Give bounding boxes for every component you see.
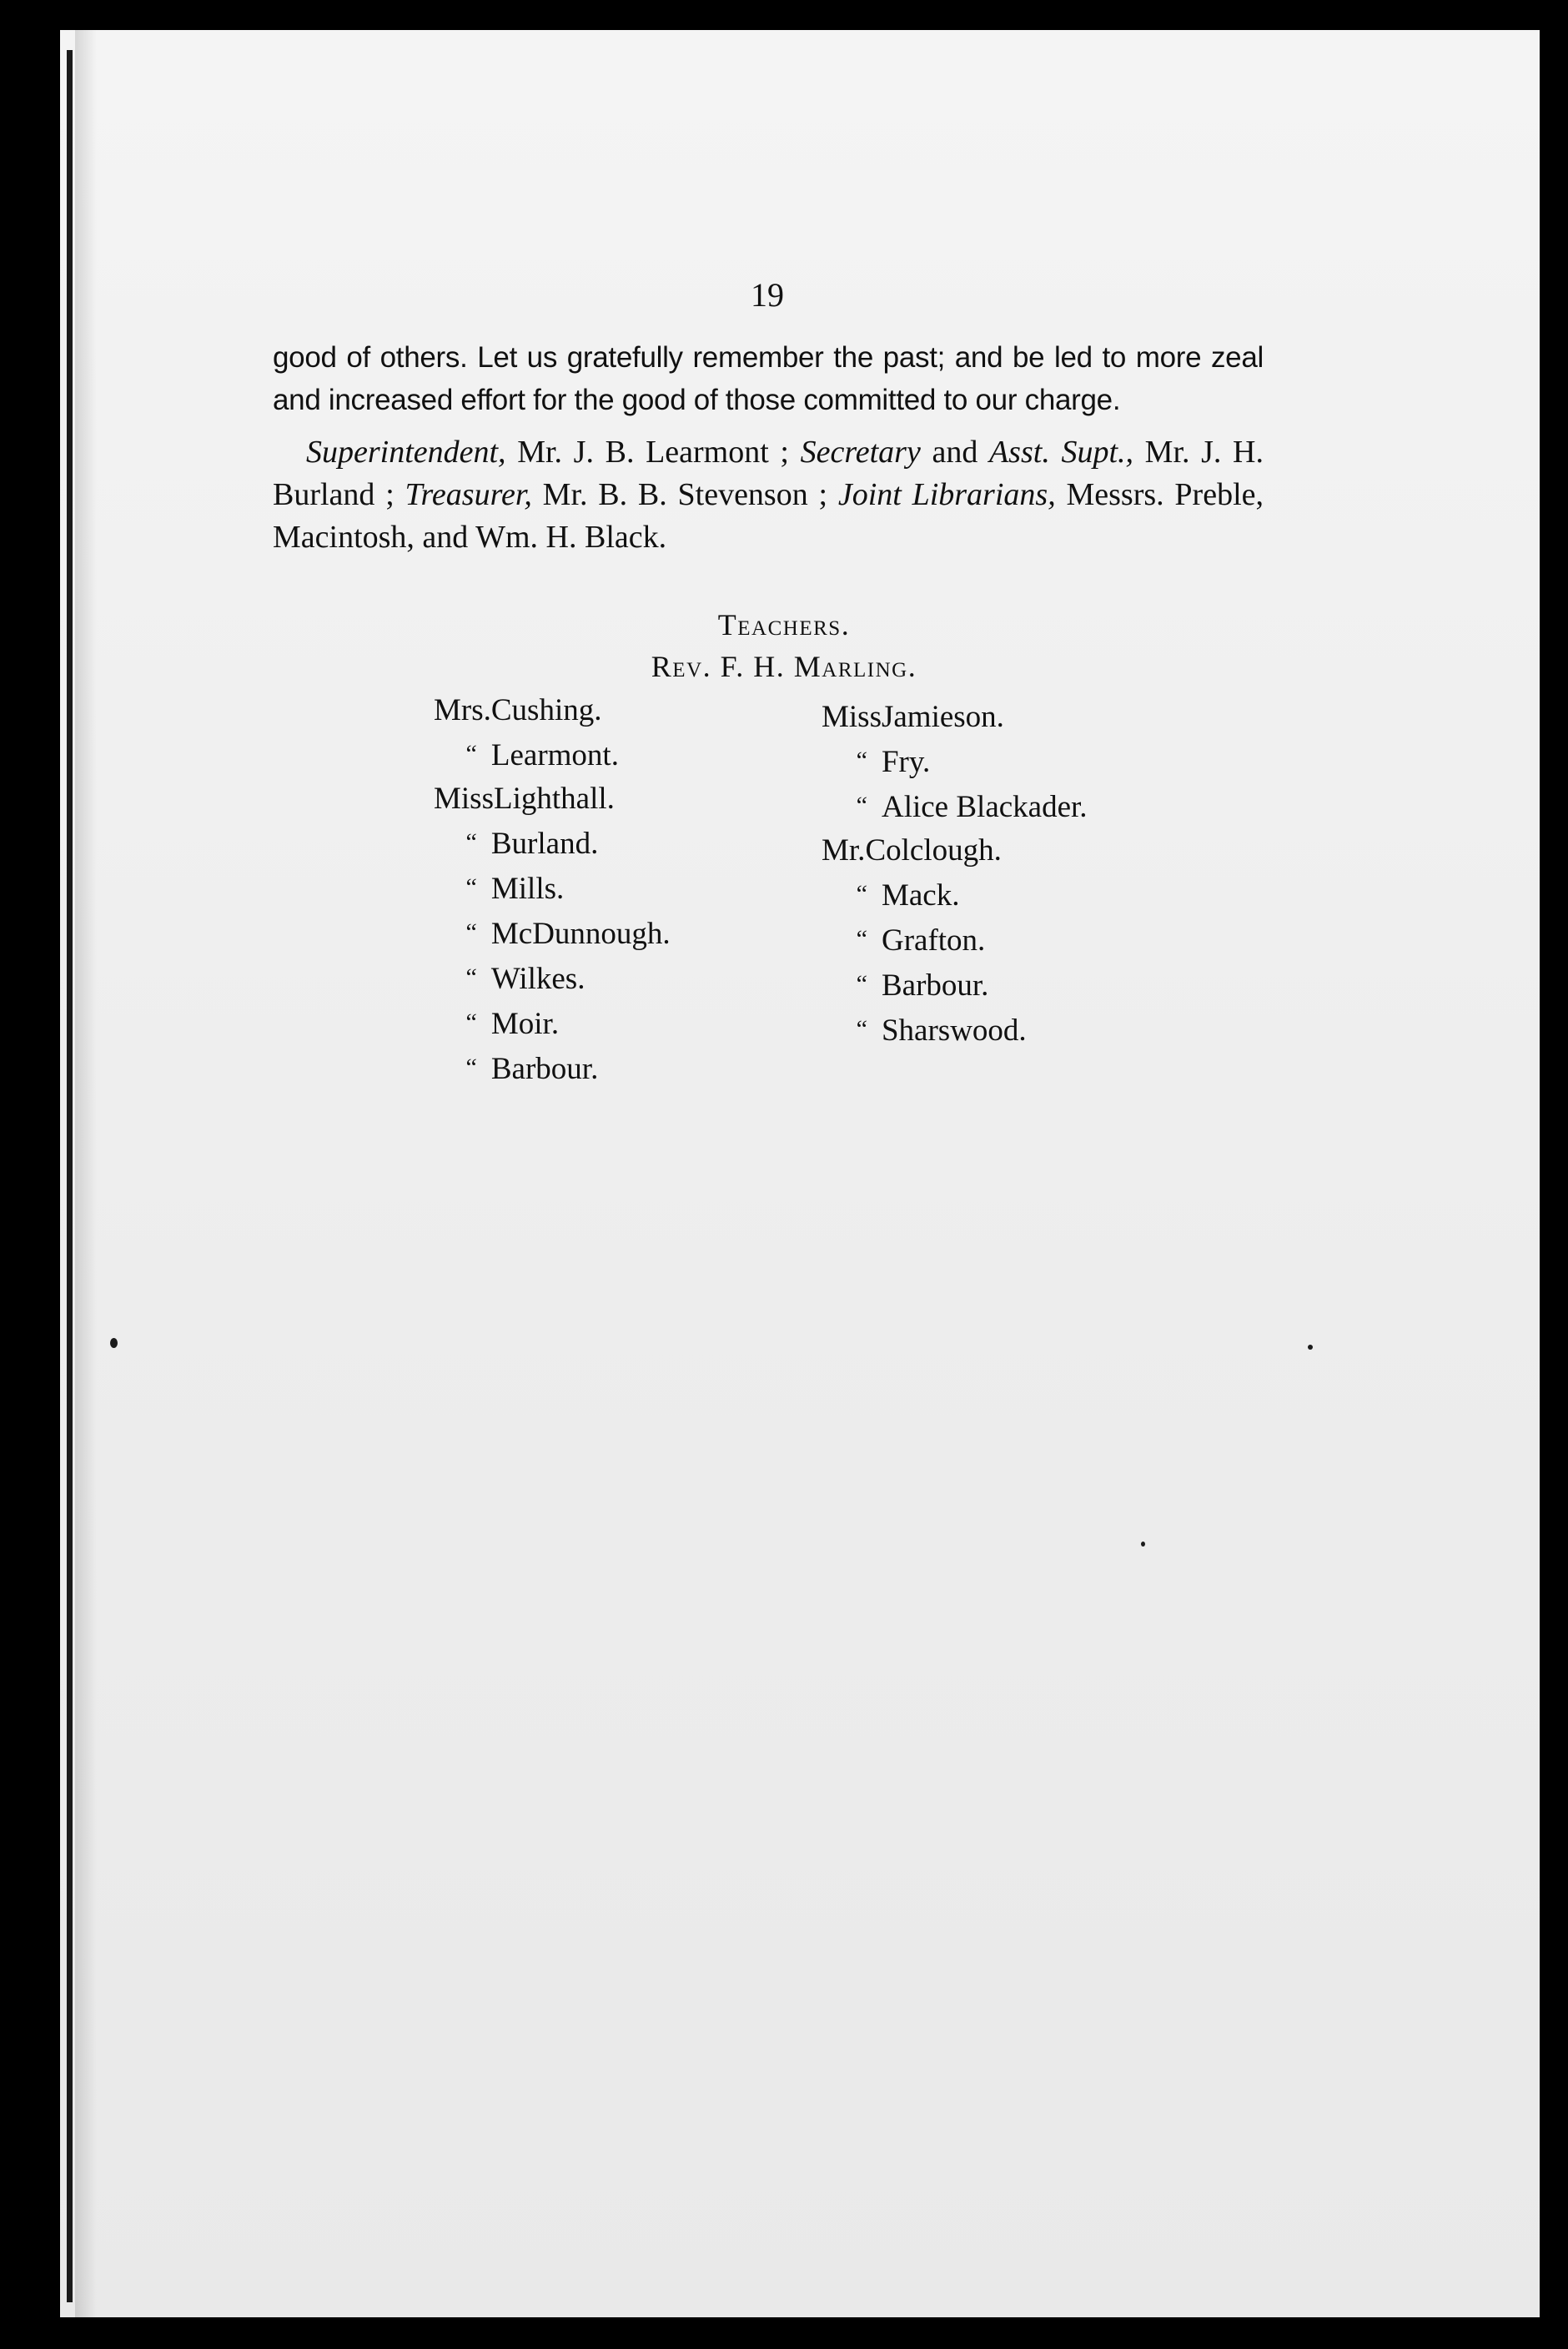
teacher-entry <box>822 873 1088 918</box>
ditto-mark: “ <box>465 873 477 901</box>
teacher-name: Burland. <box>490 827 599 861</box>
teacher-entry <box>822 696 1088 739</box>
ditto-mark: “ <box>465 963 477 991</box>
teacher-entry <box>822 963 1088 1008</box>
ink-speck <box>110 1338 118 1348</box>
teacher-name: Moir. <box>490 1007 560 1041</box>
teacher-title: Mr. <box>822 833 866 868</box>
page-number: 19 <box>751 276 784 314</box>
ditto-mark: “ <box>856 1015 867 1043</box>
teacher-name: Alice Blackader. <box>881 790 1088 824</box>
teacher-name: Sharswood. <box>881 1014 1027 1048</box>
teacher-entry <box>434 777 671 821</box>
ditto-mark: “ <box>465 740 477 767</box>
teacher-entry <box>822 918 1088 963</box>
teacher-entry <box>822 739 1088 784</box>
librarians-label: Joint Librarians, <box>837 477 1056 512</box>
teacher-name: Jamieson. <box>881 700 1004 734</box>
teacher-name: Lighthall. <box>493 782 615 816</box>
teacher-entry <box>434 956 671 1001</box>
teacher-name: Cushing. <box>490 693 602 727</box>
ditto-mark: “ <box>465 1054 477 1081</box>
treasurer-name: Mr. B. B. Stevenson ; <box>531 477 838 512</box>
teacher-entry <box>434 689 671 732</box>
teacher-name: Colclough. <box>865 833 1002 868</box>
ditto-mark: “ <box>856 970 867 998</box>
superintendent-name: Mr. J. B. Learmont ; <box>505 435 801 470</box>
teacher-name: Mack. <box>881 878 960 913</box>
teacher-title: Miss <box>822 700 882 734</box>
teacher-name: Barbour. <box>490 1052 599 1086</box>
superintendent-label: Superintendent, <box>306 435 506 470</box>
teacher-name: Fry. <box>881 745 931 779</box>
officers-paragraph <box>273 431 1264 559</box>
teacher-name: Barbour. <box>881 968 989 1003</box>
binding-shadow <box>75 30 97 2317</box>
teachers-list-right <box>822 696 1088 1053</box>
teacher-entry <box>434 1001 671 1046</box>
ditto-mark: “ <box>856 880 867 908</box>
teacher-entry <box>434 911 671 956</box>
teacher-entry <box>434 821 671 866</box>
body-text <box>273 336 1264 559</box>
teacher-entry <box>434 732 671 777</box>
ditto-mark: “ <box>465 918 477 946</box>
ditto-mark: “ <box>856 747 867 774</box>
teacher-title: Mrs. <box>434 693 491 727</box>
pastor-name: Rev. F. H. Marling. <box>651 650 917 683</box>
asst-superintendent-name: Mr. J. H. Burland ; <box>273 435 1264 512</box>
teacher-entry <box>822 784 1088 829</box>
ditto-mark: “ <box>856 792 867 819</box>
teacher-name: Learmont. <box>490 738 619 772</box>
ink-speck <box>1308 1345 1313 1350</box>
teachers-list-left <box>434 689 671 1091</box>
teachers-heading: Teachers. <box>717 608 851 641</box>
teacher-entry <box>434 866 671 911</box>
ditto-mark: “ <box>856 925 867 953</box>
ditto-mark: “ <box>465 828 477 856</box>
librarians-names: Messrs. Preble, Macintosh, and Wm. H. Black. <box>273 477 1264 555</box>
teacher-title: Miss <box>434 782 494 816</box>
teacher-entry <box>822 829 1088 873</box>
teacher-name: Mills. <box>490 872 565 906</box>
closing-paragraph: good of others. Let us gratefully remember the past; and be led to more zeal and increased effort for the good of those committed to our charge. <box>273 341 1264 416</box>
teacher-name: Grafton. <box>881 923 986 958</box>
teacher-entry <box>434 1046 671 1091</box>
teacher-name: McDunnough. <box>490 917 671 951</box>
teacher-name: Wilkes. <box>490 962 585 996</box>
secretary-label: Secretary <box>800 435 921 470</box>
ink-speck <box>1141 1542 1145 1547</box>
teacher-entry <box>822 1008 1088 1053</box>
binding-edge <box>67 50 73 2302</box>
ditto-mark: “ <box>465 1009 477 1036</box>
secretary-conjunction: and <box>920 435 989 470</box>
asst-superintendent-label: Asst. Supt., <box>988 435 1134 470</box>
treasurer-label: Treasurer, <box>405 477 532 512</box>
